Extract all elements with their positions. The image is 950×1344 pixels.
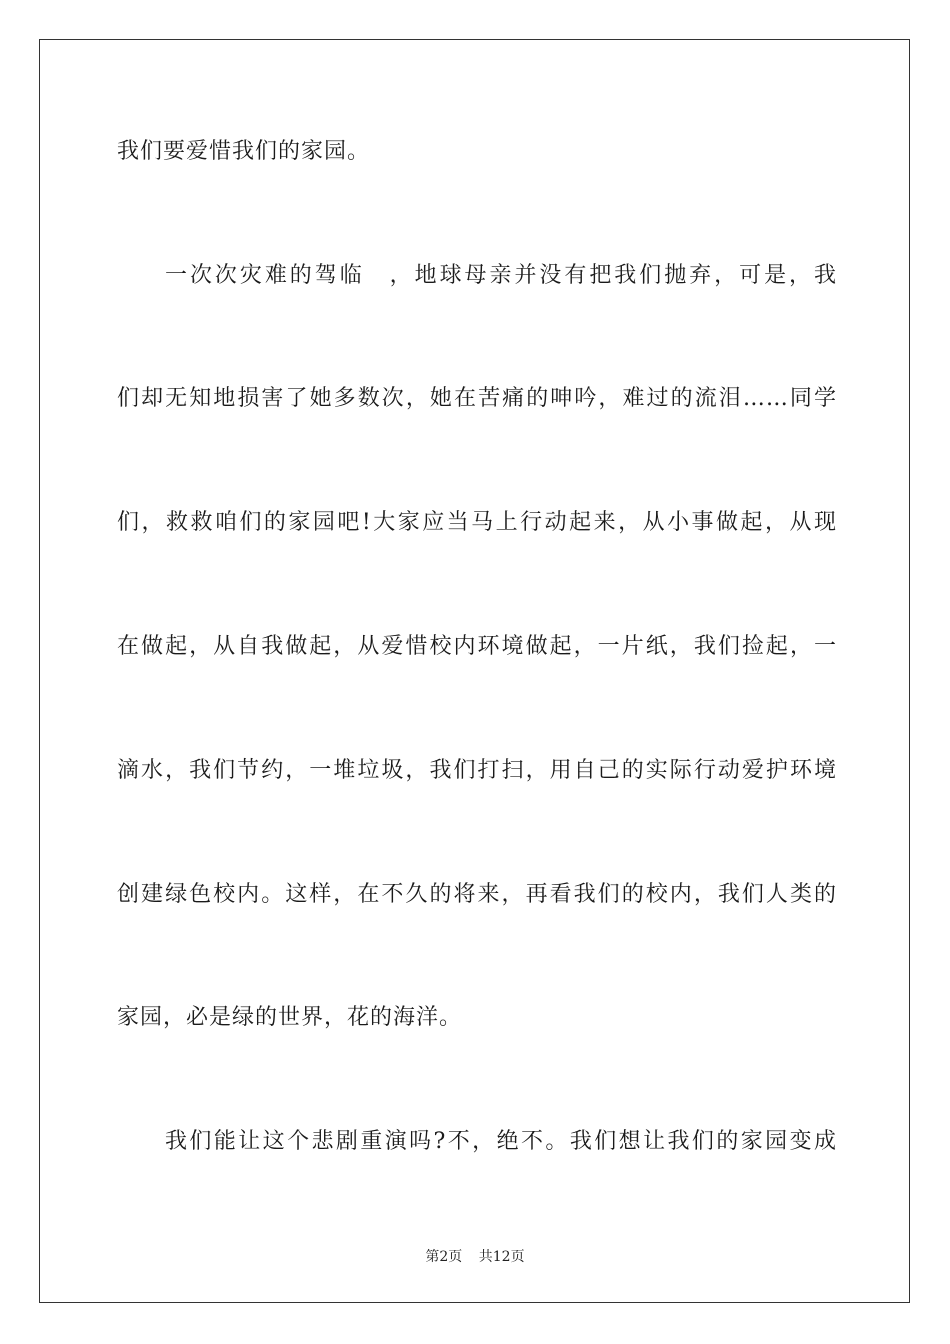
page-total: 共12页 (478, 1249, 525, 1265)
page-number: 第2页 (425, 1249, 463, 1265)
paragraph-line: 我们能让这个悲剧重演吗?不，绝不。我们想让我们的家园变成 (165, 1129, 837, 1154)
paragraph-line: 一次次灾难的驾临 ，地球母亲并没有把我们抛弃，可是，我 (165, 263, 837, 288)
paragraph-line: 们，救救咱们的家园吧!大家应当马上行动起来，从小事做起，从现 (117, 510, 837, 535)
page-border (39, 39, 910, 1303)
paragraph-line: 在做起，从自我做起，从爱惜校内环境做起，一片纸，我们捡起，一 (117, 634, 837, 659)
paragraph-line: 们却无知地损害了她多数次，她在苦痛的呻吟，难过的流泪……同学 (117, 386, 837, 411)
paragraph-line: 滴水，我们节约，一堆垃圾，我们打扫，用自己的实际行动爱护环境 (117, 758, 837, 783)
paragraph-line: 创建绿色校内。这样，在不久的将来，再看我们的校内，我们人类的 (117, 882, 837, 907)
paragraph-line: 家园，必是绿的世界，花的海洋。 (117, 1005, 463, 1030)
paragraph-line: 我们要爱惜我们的家园。 (117, 139, 371, 164)
page-footer (0, 1248, 950, 1266)
